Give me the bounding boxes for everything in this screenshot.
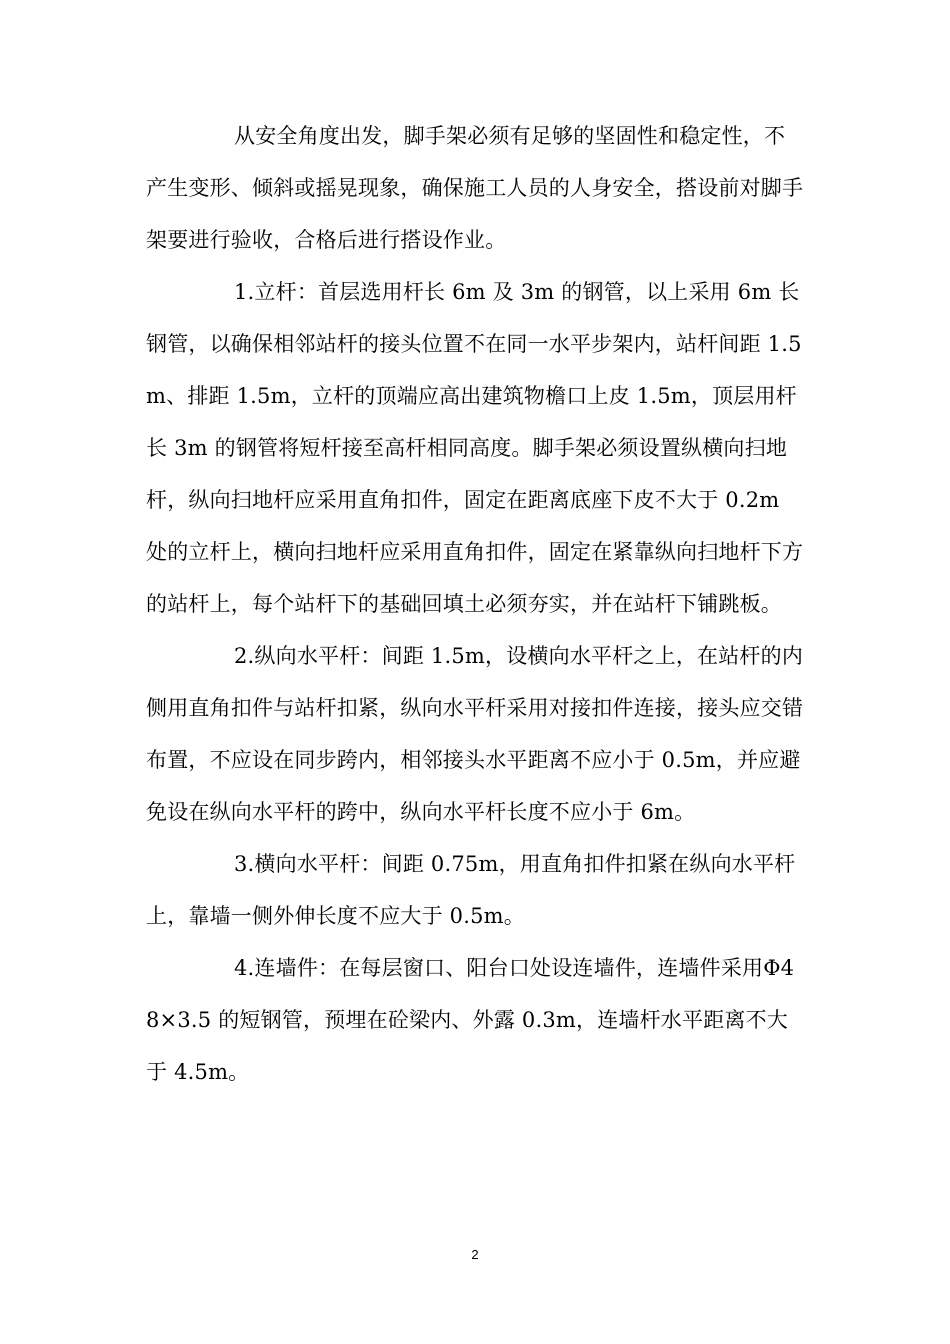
paragraph-transverse-bar: 3.横向水平杆：间距 0.75m，用直角扣件扣紧在纵向水平杆上，靠墙一侧外伸长度不应大于 0.5m。 (146, 852, 796, 928)
paragraph-longitudinal-bar: 2.纵向水平杆：间距 1.5m，设横向水平杆之上，在站杆的内侧用直角扣件与站杆扣紧，纵向水平杆采用对接扣件连接，接头应交错布置，不应设在同步跨内，相邻接头水平距离不应小于 0.5m，并应避免设在纵向水平杆的跨中，纵向水平杆长度不应小于 6m。 (146, 644, 804, 824)
document-body (146, 110, 806, 1098)
page-number: 2 (471, 1247, 479, 1262)
paragraph-vertical-pole: 1.立杆：首层选用杆长 6m 及 3m 的钢管，以上采用 6m 长钢管，以确保相邻站杆的接头位置不在同一水平步架内，站杆间距 1.5m、排距 1.5m，立杆的顶端应高出建筑物檐口上皮 1.5m，顶层用杆长 3m 的钢管将短杆接至高杆相同高度。脚手架必须设置纵横向扫地杆，纵向扫地杆应采用直角扣件，固定在距离底座下皮不大于 0.2m 处的立杆上，横向扫地杆应采用直角扣件，固定在紧靠纵向扫地杆下方的站杆上，每个站杆下的基础回填土必须夯实，并在站杆下铺跳板。 (146, 280, 804, 616)
paragraph-intro: 从安全角度出发，脚手架必须有足够的坚固性和稳定性，不产生变形、倾斜或摇晃现象，确保施工人员的人身安全，搭设前对脚手架要进行验收，合格后进行搭设作业。 (146, 124, 804, 252)
paragraph-wall-tie: 4.连墙件：在每层窗口、阳台口处设连墙件，连墙件采用Φ48×3.5 的短钢管，预埋在砼梁内、外露 0.3m，连墙杆水平距离不大于 4.5m。 (146, 956, 795, 1084)
